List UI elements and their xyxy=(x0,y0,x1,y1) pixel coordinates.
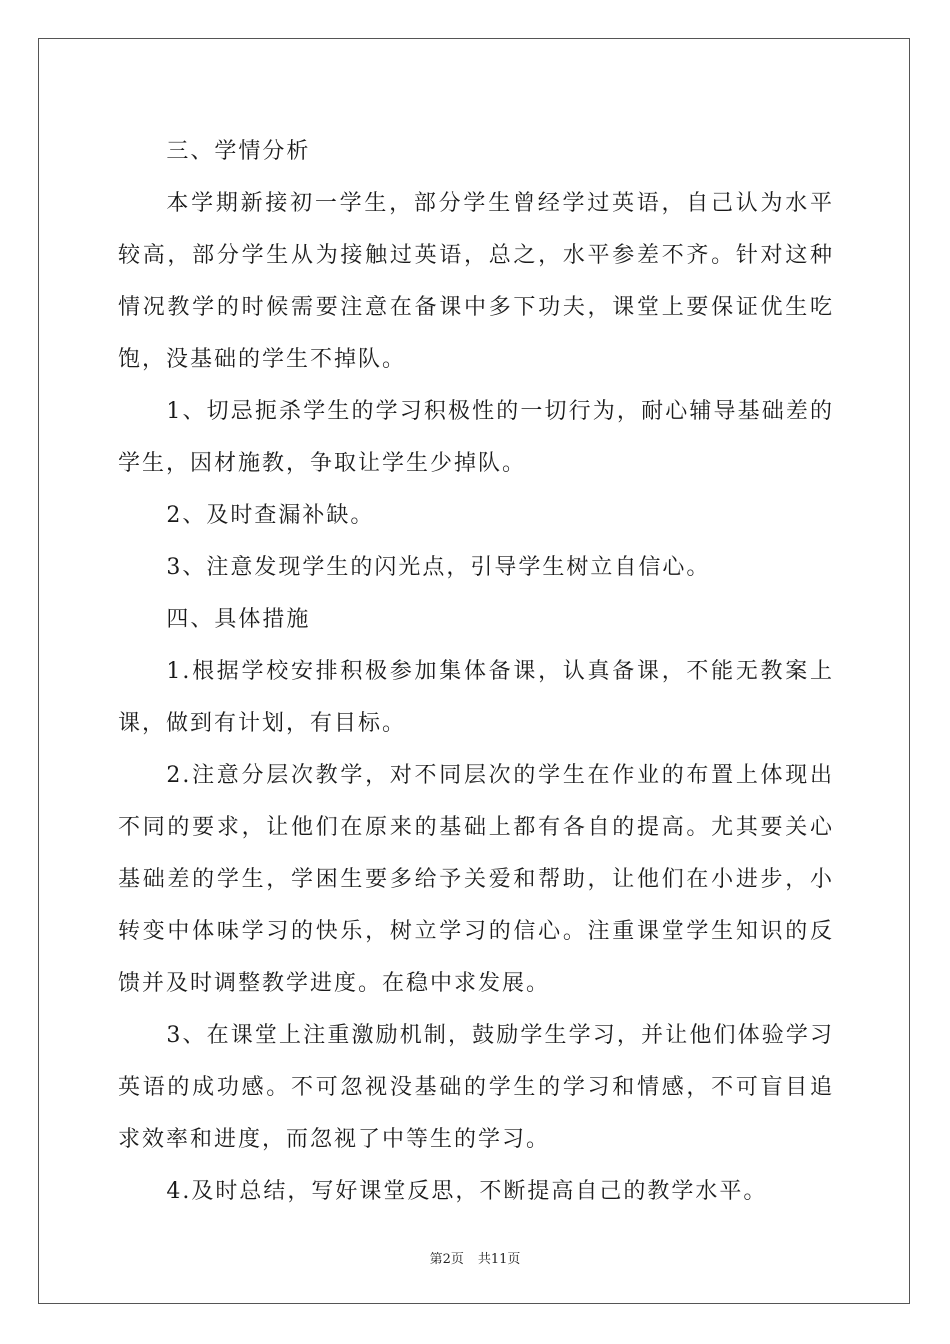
paragraph-point-3: 3、注意发现学生的闪光点，引导学生树立自信心。 xyxy=(166,555,711,580)
paragraph-measure-1: 1.根据学校安排积极参加集体备课，认真备课，不能无教案上课，做到有计划，有目标。 xyxy=(118,659,834,736)
paragraph-student-overview: 本学期新接初一学生，部分学生曾经学过英语，自己认为水平较高，部分学生从为接触过英语，总之，水平参差不齐。针对这种情况教学的时候需要注意在备课中多下功夫，课堂上要保证优生吃饱，没基础的学生不掉队。 xyxy=(118,191,834,372)
paragraph-point-1: 1、切忌扼杀学生的学习积极性的一切行为，耐心辅导基础差的学生，因材施教，争取让学生少掉队。 xyxy=(118,399,834,476)
page-total: 共11页 xyxy=(477,1252,521,1267)
paragraph-measure-2: 2.注意分层次教学，对不同层次的学生在作业的布置上体现出不同的要求，让他们在原来的基础上都有各自的提高。尤其要关心基础差的学生，学困生要多给予关爱和帮助，让他们在小进步，小转变中体味学习的快乐，树立学习的信心。注重课堂学生知识的反馈并及时调整教学进度。在稳中求发展。 xyxy=(118,763,834,996)
section-heading-learning-analysis: 三、学情分析 xyxy=(166,139,311,164)
paragraph-measure-4: 4.及时总结，写好课堂反思，不断提高自己的教学水平。 xyxy=(166,1179,768,1204)
page-footer xyxy=(0,1248,950,1267)
document-body xyxy=(118,126,834,1218)
paragraph-point-2: 2、及时查漏补缺。 xyxy=(166,503,375,528)
section-heading-measures: 四、具体措施 xyxy=(166,607,311,632)
page-number: 第2页 xyxy=(429,1252,464,1267)
paragraph-measure-3: 3、在课堂上注重激励机制，鼓励学生学习，并让他们体验学习英语的成功感。不可忽视没基础的学生的学习和情感，不可盲目追求效率和进度，而忽视了中等生的学习。 xyxy=(118,1023,834,1152)
